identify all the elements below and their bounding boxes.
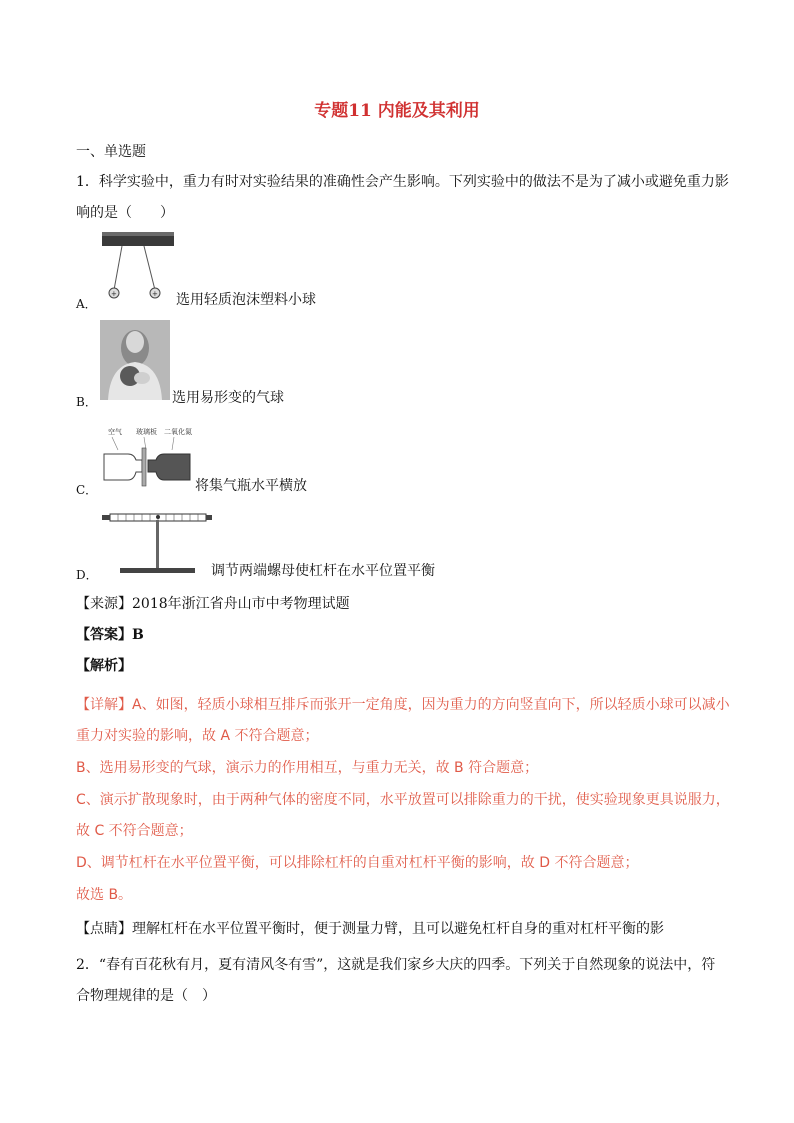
question-2-line-2: 合物理规律的是（ ）: [76, 988, 216, 1004]
comment-line: 【点睛】理解杠杆在水平位置平衡时，便于测量力臂，且可以避免杠杆自身的重对杠杆平衡的影: [76, 921, 664, 937]
option-b-text: 选用易形变的气球: [172, 390, 284, 406]
detail-line-5: 故 C 不符合题意；: [76, 823, 193, 839]
option-a-letter: A．: [76, 297, 97, 311]
figure-c-glass-label: 玻璃板: [136, 428, 157, 436]
detail-line-6: D、调节杠杆在水平位置平衡，可以排除杠杆的自重对杠杆平衡的影响，故 D 不符合题意；: [76, 855, 639, 871]
option-c-letter: C．: [76, 483, 98, 497]
question-1-line-1: 1．科学实验中，重力有时对实验结果的准确性会产生影响。下列实验中的做法不是为了减小或避免重力影: [76, 174, 729, 190]
svg-text:+: +: [152, 290, 158, 298]
figure-c-air-label: 空气: [108, 428, 122, 436]
detail-line-1: 【详解】A、如图，轻质小球相互排斥而张开一定角度，因为重力的方向竖直向下，所以轻质小球可以减小: [76, 697, 730, 713]
source-line: 【来源】2018年浙江省舟山市中考物理试题: [76, 596, 350, 612]
option-d-text: 调节两端螺母使杠杆在水平位置平衡: [211, 563, 435, 579]
analysis-heading: 【解析】: [76, 658, 132, 674]
question-2-line-1: 2．“春有百花秋有月，夏有清风冬有雪”，这就是我们家乡大庆的四季。下列关于自然现象的说法中，符: [76, 957, 716, 973]
option-a-text: 选用轻质泡沫塑料小球: [176, 292, 316, 308]
figure-c-no2-label: 二氧化氮: [164, 428, 192, 436]
svg-text:+: +: [111, 290, 117, 298]
detail-line-4: C、演示扩散现象时，由于两种气体的密度不同，水平放置可以排除重力的干扰，使实验现象更具说服力，: [76, 792, 730, 808]
option-d-letter: D．: [76, 568, 98, 582]
detail-line-3: B、选用易形变的气球，演示力的作用相互，与重力无关，故 B 符合题意；: [76, 760, 539, 776]
page-title: 专题11 内能及其利用: [314, 101, 480, 121]
option-c-text: 将集气瓶水平横放: [195, 478, 307, 494]
figure-c-gas-bottles: [100, 424, 195, 492]
option-b-letter: B．: [76, 395, 97, 409]
detail-line-2: 重力对实验的影响，故 A 不符合题意；: [76, 728, 319, 744]
question-1-line-2: 响的是（ ）: [76, 205, 174, 221]
figure-a-hanging-balls: [100, 230, 180, 302]
section-heading: 一、单选题: [76, 144, 146, 160]
answer-line: 【答案】B: [76, 627, 144, 643]
figure-b-balloon-photo: [100, 320, 170, 400]
figure-d-lever-stand: [100, 510, 212, 578]
detail-line-7: 故选 B。: [76, 887, 133, 903]
